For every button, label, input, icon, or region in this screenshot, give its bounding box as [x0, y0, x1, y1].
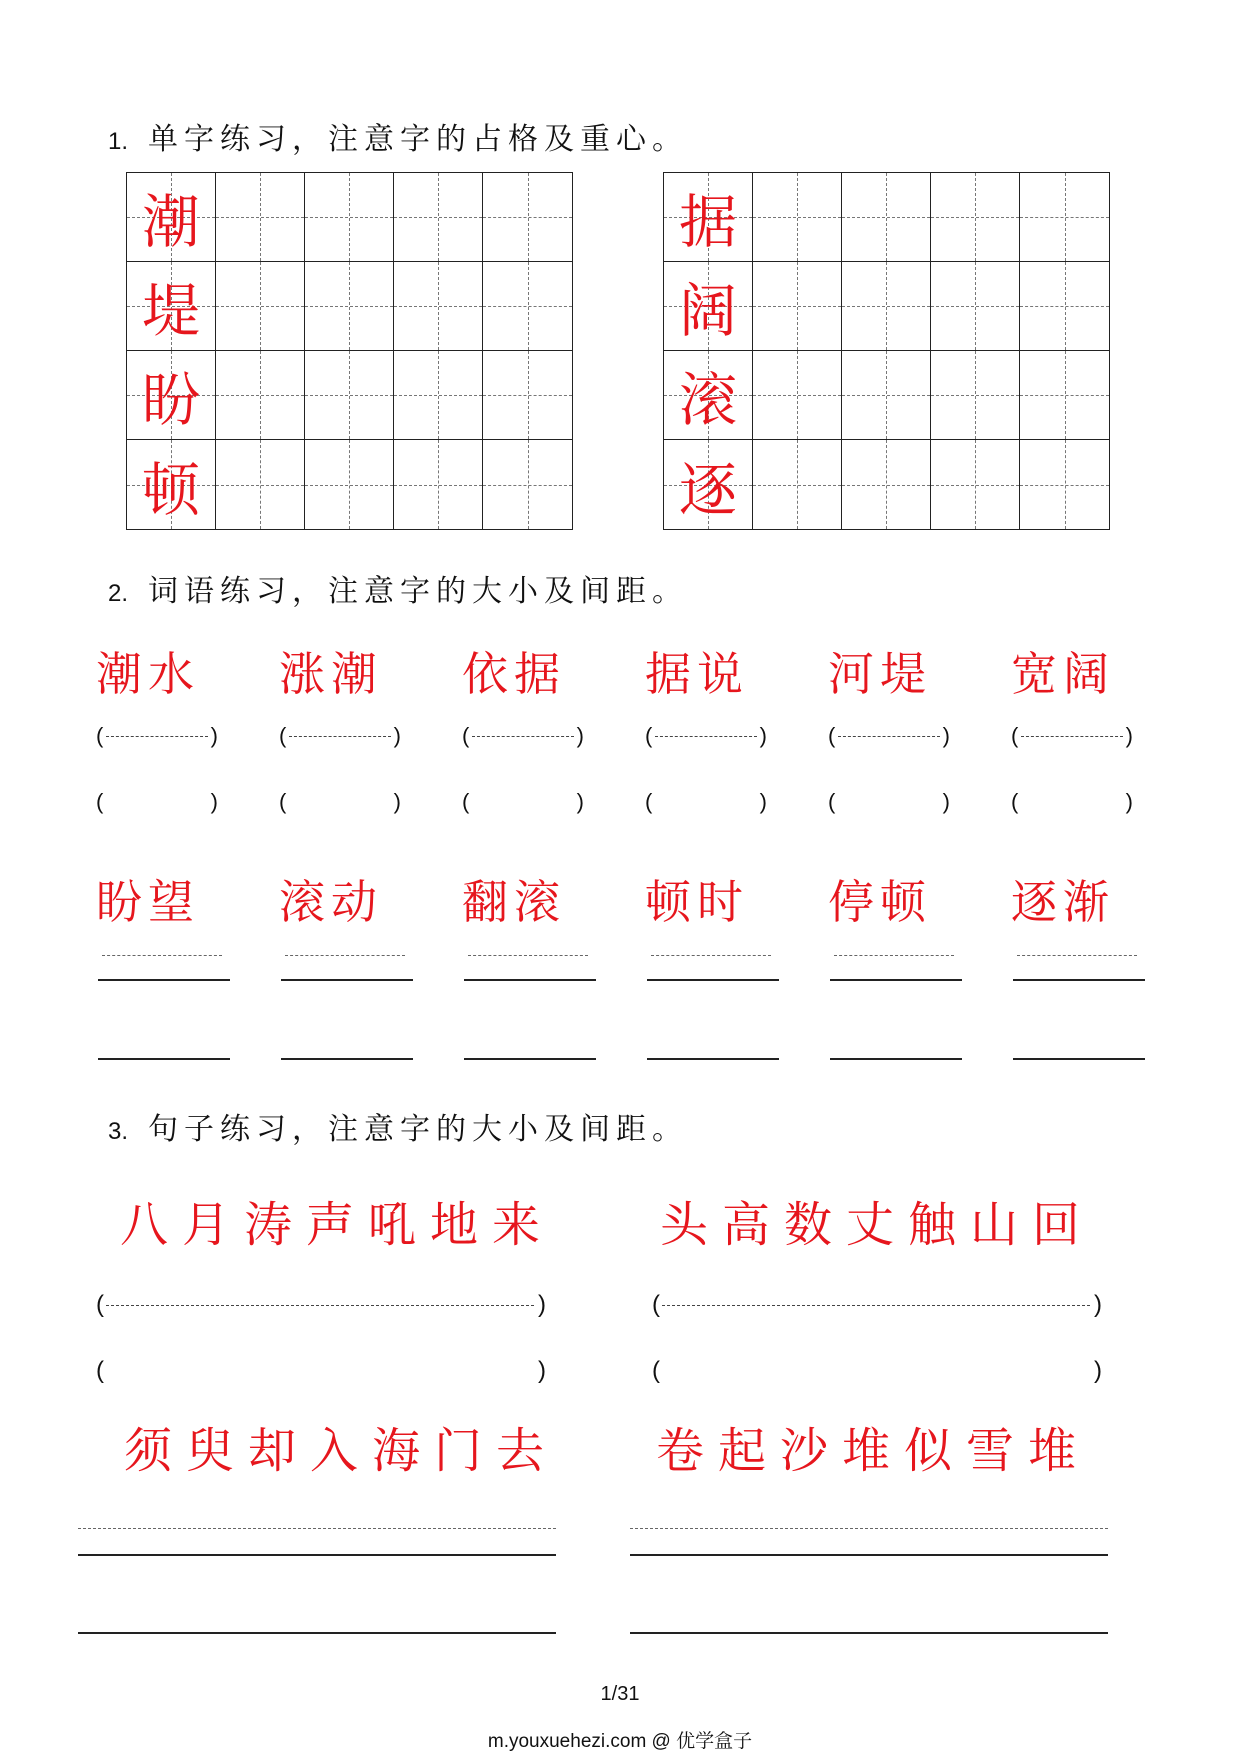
tracing-blank[interactable] [462, 722, 584, 750]
open-paren: ( [96, 723, 104, 748]
grid-cell [753, 351, 842, 440]
tianzige-grid-right [663, 172, 1110, 530]
grid-cell [664, 173, 753, 262]
close-paren: ) [1094, 1357, 1102, 1384]
tracing-line[interactable] [1013, 945, 1145, 985]
close-paren: ) [210, 723, 218, 748]
writing-line[interactable] [1013, 1024, 1145, 1064]
grid-cell [127, 351, 216, 440]
grid-cell [931, 262, 1020, 351]
grid-cell [394, 262, 483, 351]
grid-cell [216, 173, 305, 262]
grid-cell [931, 173, 1020, 262]
model-word: 潮水 [96, 647, 200, 701]
model-sentence: 卷起沙堆似雪堆 [656, 1423, 1091, 1479]
sentence-guide-line [630, 1528, 1108, 1530]
grid-cell [127, 173, 216, 262]
section-number: 1. [108, 128, 129, 155]
grid-cell [842, 351, 931, 440]
writing-line[interactable] [647, 1024, 779, 1064]
close-paren: ) [759, 789, 767, 814]
writing-line[interactable] [464, 1024, 596, 1064]
open-paren: ( [828, 723, 836, 748]
grid-cell [931, 440, 1020, 529]
sentence-writing-line[interactable] [78, 1632, 556, 1635]
grid-cell [753, 173, 842, 262]
writing-blank[interactable] [645, 788, 767, 816]
model-word: 河堤 [828, 647, 932, 701]
grid-cell [664, 262, 753, 351]
grid-cell [753, 262, 842, 351]
model-word: 据说 [645, 647, 749, 701]
sentence-tracing-blank[interactable] [652, 1290, 1102, 1320]
sentence-tracing-blank[interactable] [96, 1290, 546, 1320]
sentence-writing-blank[interactable] [96, 1356, 546, 1386]
section-number: 2. [108, 580, 129, 607]
writing-line[interactable] [98, 1024, 230, 1064]
close-paren: ) [576, 789, 584, 814]
model-word: 停顿 [828, 875, 932, 929]
close-paren: ) [1125, 789, 1133, 814]
grid-cell [753, 440, 842, 529]
writing-line-row [98, 1024, 1196, 1064]
model-word: 涨潮 [279, 647, 383, 701]
model-sentence: 头高数丈触山回 [660, 1197, 1095, 1253]
grid-cell [305, 351, 394, 440]
grid-cell [483, 440, 572, 529]
grid-cell [216, 351, 305, 440]
tracing-blank[interactable] [645, 722, 767, 750]
grid-cell [664, 440, 753, 529]
section-number: 3. [108, 1118, 129, 1145]
grid-cell [483, 262, 572, 351]
model-word: 顿时 [645, 875, 749, 929]
grid-cell [394, 351, 483, 440]
tracing-blank[interactable] [1011, 722, 1133, 750]
grid-cell [127, 262, 216, 351]
model-character: 堤 [141, 277, 200, 345]
model-word: 逐渐 [1011, 875, 1115, 929]
writing-blank[interactable] [462, 788, 584, 816]
model-character: 逐 [678, 455, 737, 524]
tracing-line-row [98, 945, 1196, 985]
section-2-heading [108, 566, 688, 610]
grid-cell [483, 173, 572, 262]
close-paren: ) [759, 723, 767, 748]
close-paren: ) [538, 1291, 546, 1318]
sentence-writing-blank[interactable] [652, 1356, 1102, 1386]
grid-cell [1020, 351, 1109, 440]
model-character: 盼 [141, 366, 200, 434]
open-paren: ( [279, 723, 287, 748]
open-paren: ( [645, 723, 653, 748]
grid-cell [216, 440, 305, 529]
grid-cell [394, 173, 483, 262]
sentence-guide-line [78, 1528, 556, 1530]
grid-cell [931, 351, 1020, 440]
writing-blank[interactable] [828, 788, 950, 816]
open-paren: ( [1011, 723, 1019, 748]
open-paren: ( [1011, 789, 1019, 814]
section-title: 单字练习，注意字的占格及重心。 [148, 122, 689, 157]
grid-cell [305, 440, 394, 529]
open-paren: ( [462, 723, 470, 748]
tracing-line[interactable] [98, 945, 230, 985]
tianzige-grid-left [126, 172, 573, 530]
grid-cell [216, 262, 305, 351]
writing-line[interactable] [281, 1024, 413, 1064]
section-1-heading [108, 114, 688, 158]
tracing-line[interactable] [830, 945, 962, 985]
word-row-1 [96, 638, 1146, 704]
model-character: 顿 [141, 455, 200, 524]
writing-blank[interactable] [279, 788, 401, 816]
page-number: 1/31 [600, 1683, 640, 1705]
sentence-writing-line[interactable] [630, 1632, 1108, 1635]
section-3-heading [108, 1104, 688, 1148]
site-footer: m.youxuehezi.com @ 优学盒子 [487, 1731, 753, 1752]
open-paren: ( [645, 789, 653, 814]
open-paren: ( [828, 789, 836, 814]
model-word: 滚动 [279, 875, 383, 929]
grid-cell [305, 173, 394, 262]
tracing-blank[interactable] [279, 722, 401, 750]
model-character: 潮 [141, 188, 200, 256]
open-paren: ( [652, 1357, 660, 1384]
grid-cell [1020, 262, 1109, 351]
writing-blank[interactable] [1011, 788, 1133, 816]
grid-cell [483, 351, 572, 440]
grid-cell [842, 440, 931, 529]
tracing-paren-row [96, 722, 1194, 750]
writing-blank[interactable] [96, 788, 218, 816]
sentence-writing-line[interactable] [78, 1554, 556, 1557]
tracing-blank[interactable] [96, 722, 218, 750]
tracing-line[interactable] [647, 945, 779, 985]
tracing-blank[interactable] [828, 722, 950, 750]
open-paren: ( [96, 1357, 104, 1384]
grid-cell [664, 351, 753, 440]
model-word: 依据 [462, 647, 566, 701]
model-character: 阔 [678, 277, 737, 345]
grid-cell [842, 173, 931, 262]
open-paren: ( [96, 1291, 104, 1318]
grid-cell [127, 440, 216, 529]
grid-cell [394, 440, 483, 529]
grid-cell [1020, 440, 1109, 529]
open-paren: ( [96, 789, 104, 814]
tracing-line[interactable] [281, 945, 413, 985]
model-word: 翻滚 [462, 875, 566, 929]
model-word: 宽阔 [1011, 647, 1115, 701]
close-paren: ) [942, 789, 950, 814]
grid-cell [1020, 173, 1109, 262]
close-paren: ) [1125, 723, 1133, 748]
section-title: 词语练习，注意字的大小及间距。 [148, 574, 689, 609]
sentence-writing-line[interactable] [630, 1554, 1108, 1557]
close-paren: ) [576, 723, 584, 748]
tracing-line[interactable] [464, 945, 596, 985]
model-character: 滚 [678, 366, 737, 434]
close-paren: ) [393, 789, 401, 814]
close-paren: ) [942, 723, 950, 748]
open-paren: ( [652, 1291, 660, 1318]
close-paren: ) [210, 789, 218, 814]
open-paren: ( [279, 789, 287, 814]
open-paren: ( [462, 789, 470, 814]
model-sentence: 八月涛声吼地来 [120, 1197, 555, 1253]
model-character: 据 [678, 188, 737, 256]
grid-cell [305, 262, 394, 351]
model-word: 盼望 [96, 875, 200, 929]
close-paren: ) [393, 723, 401, 748]
model-sentence: 须臾却入海门去 [124, 1423, 559, 1479]
grid-cell [842, 262, 931, 351]
section-title: 句子练习，注意字的大小及间距。 [148, 1112, 689, 1147]
writing-paren-row [96, 788, 1194, 816]
close-paren: ) [538, 1357, 546, 1384]
word-row-2 [96, 866, 1146, 932]
writing-line[interactable] [830, 1024, 962, 1064]
close-paren: ) [1094, 1291, 1102, 1318]
